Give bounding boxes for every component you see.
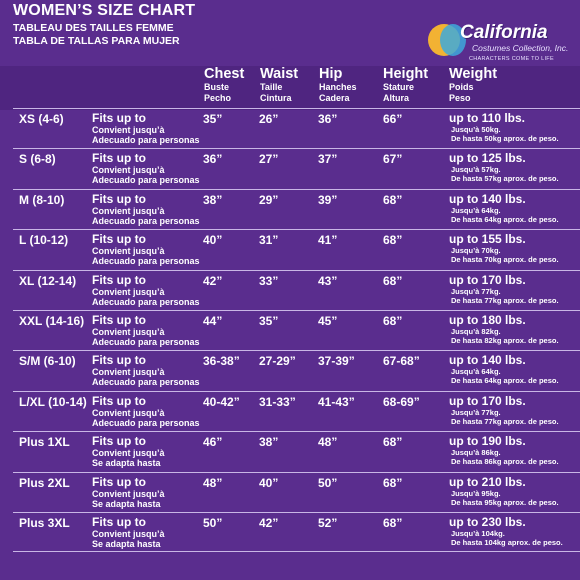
size-label: XL (12-14)	[19, 273, 77, 288]
fit-es: Adecuado para personas	[92, 336, 200, 347]
weight-value	[449, 516, 563, 547]
height-value: 68”	[383, 233, 403, 248]
fit-es: Se adapta hasta	[92, 458, 161, 469]
waist-value: 29”	[259, 192, 279, 207]
weight-fr: Jusqu’à 77kg.	[451, 407, 501, 417]
weight-es: De hasta 57kg aprox. de peso.	[451, 174, 559, 184]
fit-es: Se adapta hasta	[92, 538, 161, 549]
fit-text	[92, 112, 200, 145]
column-label: Height	[383, 66, 429, 82]
hip-value: 43”	[318, 273, 338, 288]
weight-en: up to 140 lbs.	[449, 191, 526, 206]
table-row	[13, 270, 580, 310]
size-label: S/M (6-10)	[19, 354, 76, 369]
hip-value: 45”	[318, 313, 338, 328]
weight-value	[449, 395, 559, 426]
column-label-es: Cadera	[319, 93, 350, 103]
table-row	[13, 391, 580, 431]
column-header-hip	[319, 66, 389, 104]
height-value: 68-69”	[383, 394, 420, 409]
height-value: 68”	[383, 313, 403, 328]
weight-value	[449, 112, 559, 143]
weight-fr: Jusqu’à 77kg.	[451, 286, 501, 296]
weight-es: De hasta 95kg aprox. de peso.	[451, 497, 559, 507]
size-label: XXL (14-16)	[19, 313, 85, 328]
column-header-weight	[449, 66, 519, 104]
weight-fr: Jusqu’à 86kg.	[451, 448, 501, 458]
chest-value: 48”	[203, 475, 223, 490]
chest-value: 40”	[203, 233, 223, 248]
weight-en: up to 230 lbs.	[449, 514, 526, 529]
waist-value: 42”	[259, 515, 279, 530]
weight-en: up to 155 lbs.	[449, 232, 526, 247]
column-label-es: Altura	[383, 93, 410, 103]
weight-value	[449, 314, 559, 345]
waist-value: 26”	[259, 112, 279, 126]
fit-es: Adecuado para personas	[92, 256, 200, 267]
weight-fr: Jusqu’à 95kg.	[451, 488, 501, 498]
table-row	[13, 229, 580, 269]
table-row	[13, 512, 580, 552]
fit-en: Fits up to	[92, 353, 146, 368]
waist-value: 27-29”	[259, 354, 296, 369]
fit-fr: Convient jusqu’à	[92, 448, 165, 459]
fit-en: Fits up to	[92, 474, 146, 489]
height-value: 67”	[383, 152, 403, 167]
chest-value: 36”	[203, 152, 223, 167]
fit-text	[92, 354, 200, 387]
weight-es: De hasta 86kg aprox. de peso.	[451, 457, 559, 467]
fit-fr: Convient jusqu’à	[92, 407, 165, 418]
logo-tagline: CHARACTERS COME TO LIFE	[469, 56, 554, 62]
column-label-fr: Taille	[260, 82, 283, 92]
waist-value: 40”	[259, 475, 279, 490]
column-label-fr: Stature	[383, 82, 415, 92]
height-value: 68”	[383, 475, 403, 490]
fit-text	[92, 516, 165, 549]
chest-value: 38”	[203, 192, 223, 207]
weight-en: up to 125 lbs.	[449, 151, 526, 166]
fit-en: Fits up to	[92, 111, 146, 125]
weight-value	[449, 274, 559, 305]
fit-text	[92, 152, 200, 185]
hip-value: 37”	[318, 152, 338, 167]
weight-value	[449, 435, 559, 466]
hip-value: 50”	[318, 475, 338, 490]
table-row	[13, 431, 580, 471]
weight-es: De hasta 64kg aprox. de peso.	[451, 214, 559, 224]
hip-value: 41-43”	[318, 394, 355, 409]
weight-en: up to 180 lbs.	[449, 312, 526, 327]
column-label: Waist	[260, 66, 299, 82]
table-row	[13, 350, 580, 390]
table-row	[13, 189, 580, 229]
weight-es: De hasta 70kg aprox. de peso.	[451, 255, 559, 265]
fit-en: Fits up to	[92, 393, 146, 408]
fit-text	[92, 274, 200, 307]
chest-value: 46”	[203, 435, 223, 450]
fit-fr: Convient jusqu’à	[92, 125, 165, 135]
weight-es: De hasta 77kg aprox. de peso.	[451, 295, 559, 305]
hip-value: 39”	[318, 192, 338, 207]
fit-es: Adecuado para personas	[92, 377, 200, 388]
weight-value	[449, 193, 559, 224]
fit-es: Se adapta hasta	[92, 498, 161, 509]
weight-value	[449, 476, 559, 507]
waist-value: 27”	[259, 152, 279, 167]
fit-fr: Convient jusqu’à	[92, 528, 165, 539]
chest-value: 36-38”	[203, 354, 240, 369]
weight-en: up to 170 lbs.	[449, 272, 526, 287]
size-label: L/XL (10-14)	[19, 394, 87, 409]
page-title: WOMEN’S SIZE CHART	[13, 2, 196, 19]
weight-es: De hasta 50kg aprox. de peso.	[451, 134, 559, 143]
size-label: M (8-10)	[19, 192, 65, 207]
chest-value: 44”	[203, 313, 223, 328]
size-label: Plus 3XL	[19, 515, 70, 530]
size-label: S (6-8)	[19, 152, 56, 167]
weight-fr: Jusqu’à 64kg.	[451, 205, 501, 215]
weight-es: De hasta 82kg aprox. de peso.	[451, 335, 559, 345]
fit-en: Fits up to	[92, 434, 146, 449]
size-table	[13, 108, 580, 552]
subtitle-french: TABLEAU DES TAILLES FEMME	[13, 22, 174, 34]
weight-fr: Jusqu’à 82kg.	[451, 326, 501, 336]
fit-en: Fits up to	[92, 312, 146, 327]
logo-name: California	[460, 22, 548, 43]
weight-es: De hasta 64kg aprox. de peso.	[451, 376, 559, 386]
chest-value: 35”	[203, 112, 223, 126]
logo-subtitle: Costumes Collection, Inc.	[472, 43, 569, 53]
column-label-fr: Hanches	[319, 82, 357, 92]
table-row	[13, 108, 580, 148]
weight-value	[449, 152, 559, 183]
fit-text	[92, 395, 200, 428]
waist-value: 31”	[259, 233, 279, 248]
table-row	[13, 148, 580, 188]
weight-en: up to 210 lbs.	[449, 474, 526, 489]
fit-es: Adecuado para personas	[92, 175, 200, 186]
fit-es: Adecuado para personas	[92, 215, 200, 226]
hip-value: 48”	[318, 435, 338, 450]
column-header-height	[383, 66, 453, 104]
fit-text	[92, 314, 200, 347]
fit-text	[92, 233, 200, 266]
weight-fr: Jusqu’à 50kg.	[451, 125, 501, 134]
height-value: 68”	[383, 435, 403, 450]
fit-es: Adecuado para personas	[92, 296, 200, 307]
column-label-es: Peso	[449, 93, 471, 103]
waist-value: 38”	[259, 435, 279, 450]
height-value: 68”	[383, 192, 403, 207]
hip-value: 37-39”	[318, 354, 355, 369]
fit-es: Adecuado para personas	[92, 417, 200, 428]
column-label-es: Cintura	[260, 93, 292, 103]
fit-es: Adecuado para personas	[92, 135, 200, 145]
california-logo	[426, 18, 576, 68]
weight-fr: Jusqu’à 104kg.	[451, 528, 505, 538]
size-label: L (10-12)	[19, 233, 69, 248]
fit-en: Fits up to	[92, 151, 146, 166]
weight-es: De hasta 77kg aprox. de peso.	[451, 416, 559, 426]
subtitle-spanish: TABLA DE TALLAS PARA MUJER	[13, 35, 180, 47]
height-value: 68”	[383, 273, 403, 288]
size-label: Plus 2XL	[19, 475, 70, 490]
column-header-row	[0, 66, 580, 110]
fit-fr: Convient jusqu’à	[92, 367, 165, 378]
weight-value	[449, 354, 559, 385]
hip-value: 36”	[318, 112, 338, 126]
fit-en: Fits up to	[92, 272, 146, 287]
height-value: 67-68”	[383, 354, 420, 369]
fit-en: Fits up to	[92, 191, 146, 206]
weight-fr: Jusqu’à 57kg.	[451, 165, 501, 175]
column-label: Weight	[449, 66, 498, 82]
size-label: XS (4-6)	[19, 112, 64, 126]
fit-en: Fits up to	[92, 232, 146, 247]
weight-en: up to 110 lbs.	[449, 111, 526, 125]
column-label: Hip	[319, 66, 343, 82]
weight-en: up to 190 lbs.	[449, 434, 526, 449]
fit-en: Fits up to	[92, 514, 146, 529]
table-row	[13, 472, 580, 512]
waist-value: 33”	[259, 273, 279, 288]
weight-fr: Jusqu’à 70kg.	[451, 246, 501, 256]
waist-value: 31-33”	[259, 394, 296, 409]
weight-fr: Jusqu’à 64kg.	[451, 367, 501, 377]
fit-text	[92, 193, 200, 226]
fit-text	[92, 476, 165, 509]
fit-fr: Convient jusqu’à	[92, 165, 165, 176]
size-label: Plus 1XL	[19, 435, 70, 450]
fit-fr: Convient jusqu’à	[92, 326, 165, 337]
column-label: Chest	[204, 66, 245, 82]
chest-value: 40-42”	[203, 394, 240, 409]
height-value: 68”	[383, 515, 403, 530]
column-label-fr: Poids	[449, 82, 474, 92]
fit-fr: Convient jusqu’à	[92, 286, 165, 297]
height-value: 66”	[383, 112, 403, 126]
weight-en: up to 170 lbs.	[449, 393, 526, 408]
fit-fr: Convient jusqu’à	[92, 488, 165, 499]
fit-text	[92, 435, 165, 468]
chest-value: 42”	[203, 273, 223, 288]
column-label-es: Pecho	[204, 93, 232, 103]
weight-es: De hasta 104kg aprox. de peso.	[451, 537, 563, 547]
table-row	[13, 310, 580, 350]
weight-value	[449, 233, 559, 264]
column-label-fr: Buste	[204, 82, 230, 92]
fit-fr: Convient jusqu’à	[92, 246, 165, 257]
hip-value: 41”	[318, 233, 338, 248]
waist-value: 35”	[259, 313, 279, 328]
hip-value: 52”	[318, 515, 338, 530]
fit-fr: Convient jusqu’à	[92, 205, 165, 216]
weight-en: up to 140 lbs.	[449, 353, 526, 368]
chest-value: 50”	[203, 515, 223, 530]
